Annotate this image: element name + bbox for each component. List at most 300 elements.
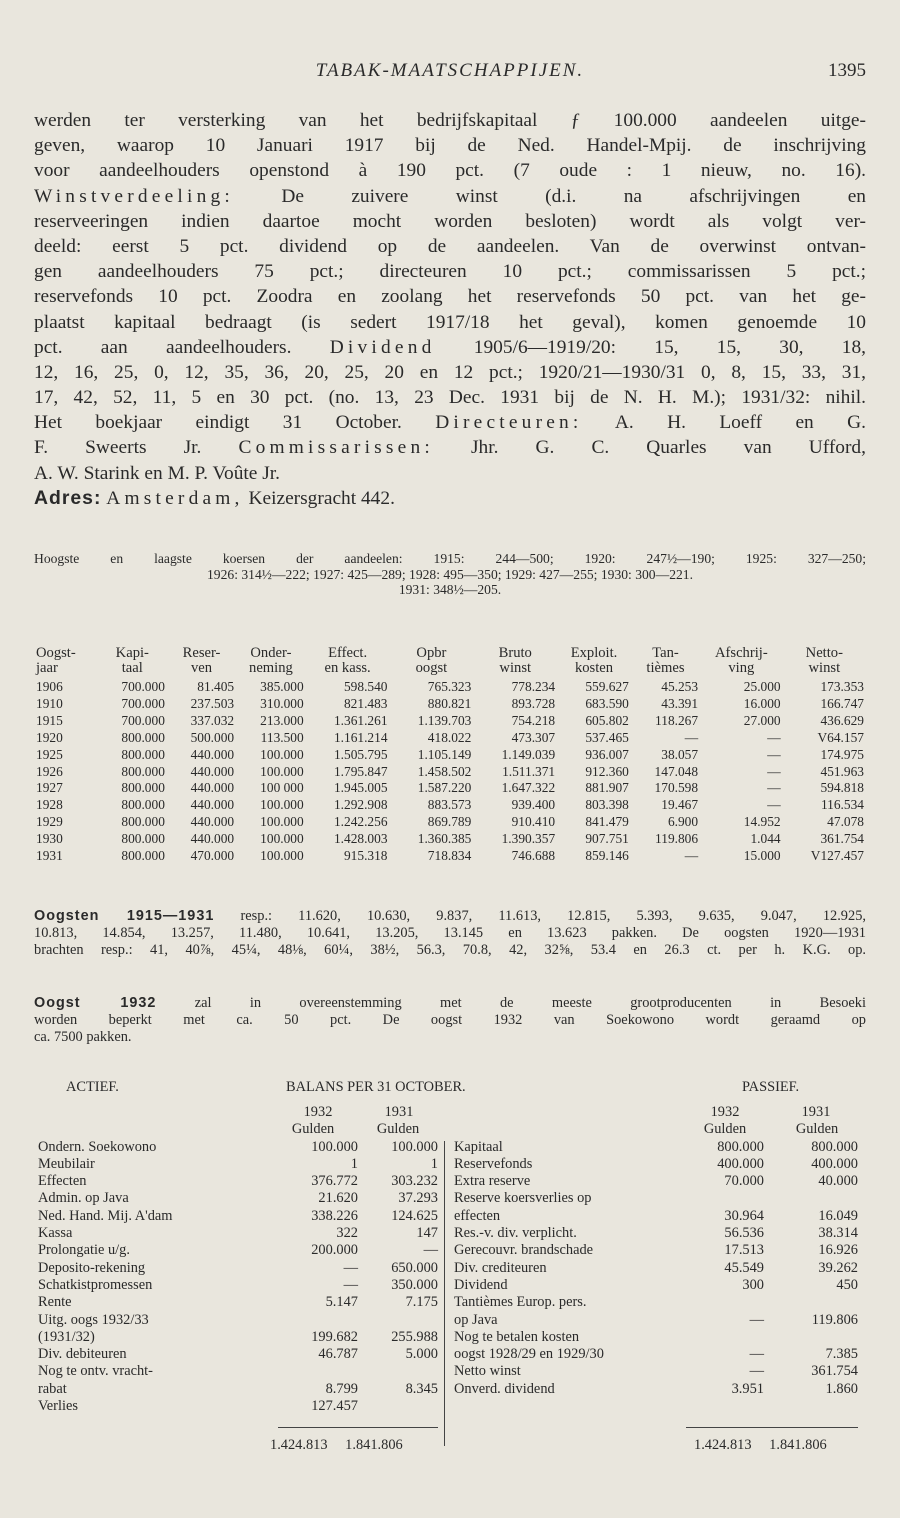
balans-row-label: Nog te betalen kosten <box>454 1328 580 1345</box>
oogsten-paragraph <box>34 908 866 958</box>
table-cell: 500.000 <box>190 729 235 745</box>
balans-value-1932: 300 <box>742 1276 764 1293</box>
balans-row-label: Uitg. oogs 1932/33 <box>38 1311 149 1328</box>
table-cell: 800.000 <box>121 746 165 762</box>
results-table <box>34 646 866 865</box>
balans-row <box>38 1294 438 1311</box>
table-cell: 746.688 <box>511 848 556 864</box>
table-cell: 170.598 <box>654 780 699 796</box>
table-cell: 800.000 <box>121 848 165 864</box>
table-cell: 100.000 <box>260 746 304 762</box>
column-header: Oogst- <box>36 645 76 661</box>
table-row <box>34 797 866 814</box>
column-header: Opbr <box>416 645 447 661</box>
table-cell: 915.318 <box>343 848 388 864</box>
oogst1932-paragraph <box>34 995 866 1045</box>
column-header: Afschrij- <box>715 645 768 661</box>
table-cell: 800.000 <box>121 729 165 745</box>
table-cell: 1.945.005 <box>333 780 388 796</box>
balans-value-1931: — <box>423 1242 438 1259</box>
passief-year-row <box>454 1104 858 1121</box>
table-cell: 1929 <box>36 814 63 830</box>
balans-row-label: Res.-v. div. verplicht. <box>454 1225 577 1242</box>
balans-row-label: Kassa <box>38 1225 73 1242</box>
table-cell: 1.428.003 <box>333 831 388 847</box>
dividend-label: Dividend <box>329 336 436 358</box>
table-cell: 800.000 <box>121 763 165 779</box>
table-cell: 100.000 <box>260 763 304 779</box>
body-line: deeld: eerst 5 pct. dividend op de aandeelen. Van de overwinst ontvan- <box>34 235 866 257</box>
balans-row <box>38 1242 438 1259</box>
oogst1932-line: worden beperkt met ca. 50 pct. De oogst 1932 van Soekowono wordt geraamd op <box>34 1011 866 1028</box>
table-cell: 1.511.371 <box>502 763 556 779</box>
balans-row <box>38 1190 438 1207</box>
balans-value-1932: — <box>749 1363 764 1380</box>
passief-total-1931: 1.841.806 <box>769 1437 827 1453</box>
balans-row <box>38 1398 438 1415</box>
balans-row <box>454 1190 858 1207</box>
table-cell: 45.253 <box>661 679 699 694</box>
table-row <box>34 848 866 865</box>
balans-value-1932: 46.787 <box>318 1346 358 1363</box>
table-cell: 19.467 <box>661 797 699 813</box>
balans-value-1932: 56.536 <box>724 1225 764 1242</box>
table-cell: 119.806 <box>655 831 699 847</box>
dividend-pre: pct. aan aandeelhouders. <box>34 336 292 358</box>
actief-total-1932: 1.424.813 <box>270 1437 328 1453</box>
balans-value-1931: 1.860 <box>825 1380 858 1397</box>
table-cell: V64.157 <box>817 729 864 745</box>
adres-street: Keizersgracht 442. <box>248 487 395 509</box>
balans-value-1931: 800.000 <box>811 1138 858 1155</box>
table-cell: 113.500 <box>260 729 304 745</box>
table-cell: 440.000 <box>190 746 235 762</box>
table-body <box>34 679 866 865</box>
table-cell: 310.000 <box>260 695 304 711</box>
balans-heading <box>34 1079 866 1099</box>
table-cell: 1.105.149 <box>417 746 472 762</box>
column-header: Effect. <box>328 645 368 661</box>
actief-totals <box>270 1437 403 1454</box>
table-row <box>34 764 866 781</box>
table-cell: 385.000 <box>260 679 304 694</box>
actief-year-row <box>38 1104 438 1121</box>
balans-row-label: Admin. op Java <box>38 1190 129 1207</box>
column-header: winst <box>808 660 841 676</box>
table-row <box>34 814 866 831</box>
balans-row-label: Gerecouvr. brandschade <box>454 1242 594 1259</box>
body-line: reservefonds 10 pct. Zoodra en zoolang het reservefonds 50 pct. van het ge- <box>34 286 866 308</box>
column-header: Kapi- <box>115 645 149 661</box>
table-cell: 43.391 <box>661 695 699 711</box>
balans-row-label: Prolongatie u/g. <box>38 1242 130 1259</box>
passief-column <box>454 1104 858 1398</box>
body-line-commissarissen <box>34 435 866 460</box>
col-unit-1931: Gulden <box>795 1121 839 1138</box>
dividend-text: 1905/6—1919/20: 15, 15, 30, 18, <box>473 336 866 358</box>
table-cell: 27.000 <box>743 712 781 728</box>
actief-total-1931: 1.841.806 <box>345 1437 403 1453</box>
balans-row <box>38 1156 438 1173</box>
company-description <box>34 108 866 511</box>
table-cell: 118.267 <box>655 712 699 728</box>
balans-row-label: Rente <box>38 1294 72 1311</box>
table-cell: 14.952 <box>743 814 781 830</box>
balans-value-1932: — <box>343 1259 358 1276</box>
table-cell: 1.361.261 <box>333 712 388 728</box>
table-cell: 936.007 <box>585 746 629 762</box>
passief-unit-row <box>454 1121 858 1138</box>
balans-row-label: Deposito-rekening <box>38 1259 146 1276</box>
balans-row-label: Reserve koersverlies op <box>454 1190 592 1207</box>
table-cell: 166.747 <box>820 695 864 711</box>
balans-row-label: Reservefonds <box>454 1155 533 1172</box>
balans-row <box>454 1173 858 1190</box>
passief-totals <box>694 1437 827 1454</box>
table-cell: 16.000 <box>743 695 781 711</box>
commissarissen-label: Commissarissen: <box>238 437 434 459</box>
balans-value-1931: 1 <box>430 1155 438 1172</box>
balans-row-label: Effecten <box>38 1173 87 1190</box>
balans-value-1932: 1 <box>350 1155 358 1172</box>
table-cell: — <box>767 746 781 762</box>
table-header-row <box>34 661 866 679</box>
balans-value-1932: 376.772 <box>311 1173 358 1190</box>
col-unit-1932: Gulden <box>291 1121 335 1138</box>
directeuren-pre: Het boekjaar eindigt 31 October. <box>34 412 402 434</box>
balans-row-label: Tantièmes Europ. pers. <box>454 1294 587 1311</box>
balans-row <box>454 1156 858 1173</box>
table-cell: — <box>767 763 781 779</box>
winstverdeeling-label: Winstverdeeling: <box>34 185 234 207</box>
balans-row-label: Div. debiteuren <box>38 1346 127 1363</box>
directeuren-label: Directeuren: <box>435 412 583 434</box>
table-cell: 1910 <box>36 695 63 711</box>
adres-label: Adres: <box>34 486 102 509</box>
balans-value-1932: 338.226 <box>311 1207 358 1224</box>
balans-row-label: Schatkistpromessen <box>38 1276 153 1293</box>
balans-row <box>38 1381 438 1398</box>
table-cell: 537.465 <box>585 729 629 745</box>
balans-value-1931: 361.754 <box>811 1363 858 1380</box>
table-cell: 1.161.214 <box>333 729 388 745</box>
balans-row <box>454 1208 858 1225</box>
table-cell: 47.078 <box>827 814 864 830</box>
balans-value-1931: 303.232 <box>391 1173 438 1190</box>
table-cell: 559.627 <box>585 679 629 694</box>
body-line: 12, 16, 25, 0, 12, 35, 36, 20, 25, 20 en 12 pct.; 1920/21—1930/31 0, 8, 15, 33, 31, <box>34 361 866 383</box>
passief-title: PASSIEF. <box>742 1079 800 1095</box>
balans-row-label: Ondern. Soekowono <box>38 1138 157 1155</box>
balans-value-1932: 400.000 <box>717 1155 764 1172</box>
table-row <box>34 831 866 848</box>
balans-row <box>38 1312 438 1329</box>
table-cell: 100.000 <box>260 797 304 813</box>
balans-value-1931: 100.000 <box>391 1138 438 1155</box>
table-cell: 1.458.502 <box>417 763 472 779</box>
actief-unit-row <box>38 1121 438 1138</box>
balans-value-1932: 200.000 <box>311 1242 358 1259</box>
balans-row <box>38 1346 438 1363</box>
column-header: neming <box>249 660 293 676</box>
balans-value-1931: 5.000 <box>405 1346 438 1363</box>
table-cell: 907.751 <box>585 831 629 847</box>
balans-value-1931: 119.806 <box>811 1311 858 1328</box>
table-cell: 1925 <box>36 746 63 762</box>
col-year-1932: 1932 <box>710 1104 740 1120</box>
balans-row <box>454 1225 858 1242</box>
body-line-dividend <box>34 335 866 360</box>
table-cell: 778.234 <box>511 679 556 694</box>
table-cell: 605.802 <box>585 712 629 728</box>
table-cell: 38.057 <box>661 746 699 762</box>
body-line-directeuren <box>34 410 866 435</box>
balans-value-1931: 350.000 <box>391 1276 438 1293</box>
balans-value-1931: 40.000 <box>818 1173 858 1190</box>
passief-total-1932: 1.424.813 <box>694 1437 752 1453</box>
table-cell: 1927 <box>36 780 63 796</box>
table-cell: 912.360 <box>585 763 629 779</box>
balans-value-1932: — <box>749 1346 764 1363</box>
column-header: winst <box>499 660 532 676</box>
column-header: Onder- <box>250 645 292 661</box>
balans-row <box>38 1173 438 1190</box>
column-header: Bruto <box>498 645 532 661</box>
body-line: plaatst kapitaal bedraagt (is sedert 1917/18 het geval), komen genoemde 10 <box>34 311 866 333</box>
col-unit-1932: Gulden <box>703 1121 747 1138</box>
balans-row-label: Meubilair <box>38 1155 95 1172</box>
balans-row-label: (1931/32) <box>38 1328 95 1345</box>
table-cell: 440.000 <box>190 797 235 813</box>
table-row <box>34 679 866 696</box>
running-title: TABAK-MAATSCHAPPIJEN. <box>315 60 585 81</box>
balans-row-label: Netto winst <box>454 1363 521 1380</box>
koersen-line: 1931: 348½—205. <box>398 582 502 597</box>
balans-row <box>454 1329 858 1346</box>
table-cell: 883.573 <box>427 797 472 813</box>
balans-row <box>38 1277 438 1294</box>
table-row <box>34 713 866 730</box>
table-cell: 237.503 <box>190 695 235 711</box>
table-row <box>34 696 866 713</box>
table-cell: 1.292.908 <box>333 797 388 813</box>
oogst1932-lead: Oogst 1932 <box>34 995 157 1011</box>
table-cell: 440.000 <box>190 831 235 847</box>
table-cell: 1920 <box>36 729 63 745</box>
balans-value-1932: 800.000 <box>717 1138 764 1155</box>
balans-row-label: Dividend <box>454 1276 508 1293</box>
balans-value-1931: 7.175 <box>405 1294 438 1311</box>
table-cell: 700.000 <box>121 712 165 728</box>
adres-city: Amsterdam, <box>106 487 244 509</box>
balans-row-label: Verlies <box>38 1398 78 1415</box>
table-cell: 700.000 <box>121 695 165 711</box>
koersen-line: 1926: 314½—222; 1927: 425—289; 1928: 495—350; 1929: 427—255; 1930: 300—221. <box>207 566 693 582</box>
table-cell: 100 000 <box>260 780 304 796</box>
balans-value-1931: 255.988 <box>391 1328 438 1345</box>
actief-column <box>38 1104 438 1415</box>
balans-row <box>38 1329 438 1346</box>
balans-value-1931: 37.293 <box>398 1190 438 1207</box>
actief-rows <box>38 1139 438 1416</box>
column-header: kosten <box>574 660 614 676</box>
body-line: 17, 42, 52, 11, 5 en 30 pct. (no. 13, 23 Dec. 1931 bij de N. H. M.); 1931/32: nihil. <box>34 387 866 409</box>
balans-value-1931: 147 <box>416 1225 438 1242</box>
balans-value-1932: — <box>343 1276 358 1293</box>
balans-row-label: Onverd. dividend <box>454 1380 555 1397</box>
balans-value-1932: 5.147 <box>325 1294 358 1311</box>
table-cell: 100.000 <box>260 814 304 830</box>
table-cell: 800.000 <box>121 797 165 813</box>
table-cell: 683.590 <box>585 695 629 711</box>
balans-value-1932: 21.620 <box>318 1190 358 1207</box>
body-line: reserveeringen indien daartoe mocht worden besloten) wordt als volgt ver- <box>34 210 866 232</box>
table-cell: V127.457 <box>810 848 864 864</box>
col-unit-1931: Gulden <box>376 1121 420 1138</box>
table-cell: 1930 <box>36 831 63 847</box>
table-cell: 893.728 <box>511 695 556 711</box>
body-line: A. W. Starink en M. P. Voûte Jr. <box>34 462 281 484</box>
table-cell: 418.022 <box>427 729 472 745</box>
balans-value-1931: 7.385 <box>825 1346 858 1363</box>
oogsten-line: 10.813, 14.854, 13.257, 11.480, 10.641, 13.205, 13.145 en 13.623 pakken. De oogsten 1920—1931 <box>34 924 866 941</box>
table-cell: 700.000 <box>121 679 165 694</box>
table-cell: 100.000 <box>260 831 304 847</box>
balans-row <box>454 1260 858 1277</box>
balans-row <box>454 1346 858 1363</box>
table-cell: 15.000 <box>743 848 781 864</box>
balans-row <box>38 1225 438 1242</box>
table-cell: 1915 <box>36 712 63 728</box>
col-year-1931: 1931 <box>801 1104 831 1120</box>
body-line: werden ter versterking van het bedrijfskapitaal ƒ 100.000 aandeelen uitge- <box>34 110 866 131</box>
balans-row <box>454 1294 858 1311</box>
balans-value-1932: 100.000 <box>311 1138 358 1155</box>
balans-row <box>38 1260 438 1277</box>
table-cell: 800.000 <box>121 831 165 847</box>
balans-value-1932: 70.000 <box>724 1173 764 1190</box>
column-header: ving <box>728 660 755 676</box>
table-cell: 337.032 <box>190 712 235 728</box>
table-cell: 821.483 <box>343 695 388 711</box>
page-number: 1395 <box>828 60 866 81</box>
table-cell: 765.323 <box>427 679 472 694</box>
table-cell: 1.139.703 <box>417 712 472 728</box>
balans-row-label: Extra reserve <box>454 1173 531 1190</box>
winstverdeeling-text: De zuivere winst (d.i. na afschrijvingen en <box>281 185 866 207</box>
balans-value-1931: 38.314 <box>818 1225 858 1242</box>
column-header: Tan- <box>652 645 679 661</box>
commissarissen-text: Jhr. G. C. Quarles van Ufford, <box>471 437 866 459</box>
table-cell: — <box>684 848 699 864</box>
column-header: Netto- <box>805 645 843 661</box>
table-cell: 361.754 <box>820 831 864 847</box>
actief-title: ACTIEF. <box>66 1079 119 1095</box>
table-cell: 800.000 <box>121 780 165 796</box>
balans-row-label: effecten <box>454 1207 501 1224</box>
passief-sum-rule <box>686 1427 858 1428</box>
balans-value-1931: 8.345 <box>405 1380 438 1397</box>
oogsten-lead: Oogsten 1915—1931 <box>34 908 215 924</box>
balans-value-1932: 45.549 <box>724 1259 764 1276</box>
table-cell: 594.818 <box>820 780 864 796</box>
balans-value-1932: 30.964 <box>724 1207 764 1224</box>
balans-divider <box>444 1141 445 1446</box>
col-year-1932: 1932 <box>303 1104 333 1120</box>
table-cell: — <box>684 729 699 745</box>
balans-title: BALANS PER 31 OCTOBER. <box>286 1079 466 1095</box>
table-cell: 910.410 <box>511 814 556 830</box>
table-cell: 174.975 <box>820 746 864 762</box>
table-cell: 1.149.039 <box>501 746 556 762</box>
column-header: Exploit. <box>570 645 618 661</box>
table-cell: 25.000 <box>743 679 781 694</box>
body-line: voor aandeelhouders openstond à 190 pct. (7 oude : 1 nieuw, no. 16). <box>34 160 866 182</box>
balans-row <box>454 1312 858 1329</box>
table-cell: 1931 <box>36 848 63 864</box>
table-row <box>34 780 866 797</box>
balans-value-1931: 39.262 <box>818 1259 858 1276</box>
balans-row-label: rabat <box>38 1380 67 1397</box>
body-line: geven, waarop 10 Januari 1917 bij de Ned. Handel-Mpij. de inschrijving <box>34 135 866 157</box>
column-header: ven <box>190 660 213 676</box>
table-cell: — <box>767 729 781 745</box>
table-cell: 440.000 <box>190 780 235 796</box>
balans-row <box>38 1208 438 1225</box>
oogst1932-text: zal in overeenstemming met de meeste grootproducenten in Besoeki <box>194 995 866 1011</box>
koersen-paragraph <box>34 551 866 598</box>
table-cell: 1926 <box>36 763 63 779</box>
table-cell: 1.505.795 <box>333 746 388 762</box>
table-cell: 718.834 <box>427 848 472 864</box>
balans-value-1931: 16.049 <box>818 1207 858 1224</box>
column-header: jaar <box>36 660 58 676</box>
directeuren-text: A. H. Loeff en G. <box>614 412 866 434</box>
table-cell: 1.044 <box>750 831 781 847</box>
actief-sum-rule <box>278 1427 438 1428</box>
table-cell: 81.405 <box>197 679 235 694</box>
balans-row-label: oogst 1928/29 en 1929/30 <box>454 1346 604 1363</box>
table-cell: 116.534 <box>820 797 864 813</box>
column-header: Reser- <box>182 645 221 661</box>
table-cell: — <box>767 780 781 796</box>
table-cell: 473.307 <box>511 729 556 745</box>
column-header: taal <box>121 660 143 676</box>
table-cell: 598.540 <box>343 679 388 694</box>
balans-row <box>454 1363 858 1380</box>
body-line: gen aandeelhouders 75 pct.; directeuren 10 pct.; commissarissen 5 pct.; <box>34 261 866 283</box>
table-header-row <box>34 646 866 661</box>
balans-value-1932: 17.513 <box>724 1242 764 1259</box>
balans-value-1932: 127.457 <box>311 1398 358 1415</box>
balans-value-1932: 199.682 <box>311 1328 358 1345</box>
table-cell: 451.963 <box>820 763 864 779</box>
table-cell: 1.647.322 <box>501 780 556 796</box>
oogst1932-line <box>34 995 866 1012</box>
balans-row-label: Nog te ontv. vracht- <box>38 1363 153 1380</box>
balans-row <box>454 1277 858 1294</box>
table-cell: 173.353 <box>820 679 864 694</box>
table-cell: 939.400 <box>511 797 556 813</box>
body-line-winstverdeeling <box>34 184 866 209</box>
balans-value-1931: 16.926 <box>818 1242 858 1259</box>
balans-row-label: Ned. Hand. Mij. A'dam <box>38 1207 173 1224</box>
balans-value-1932: 3.951 <box>731 1380 764 1397</box>
table-cell: 6.900 <box>667 814 699 830</box>
table-cell: 1.390.357 <box>501 831 556 847</box>
table-cell: 1.795.847 <box>333 763 388 779</box>
table-cell: 1928 <box>36 797 63 813</box>
